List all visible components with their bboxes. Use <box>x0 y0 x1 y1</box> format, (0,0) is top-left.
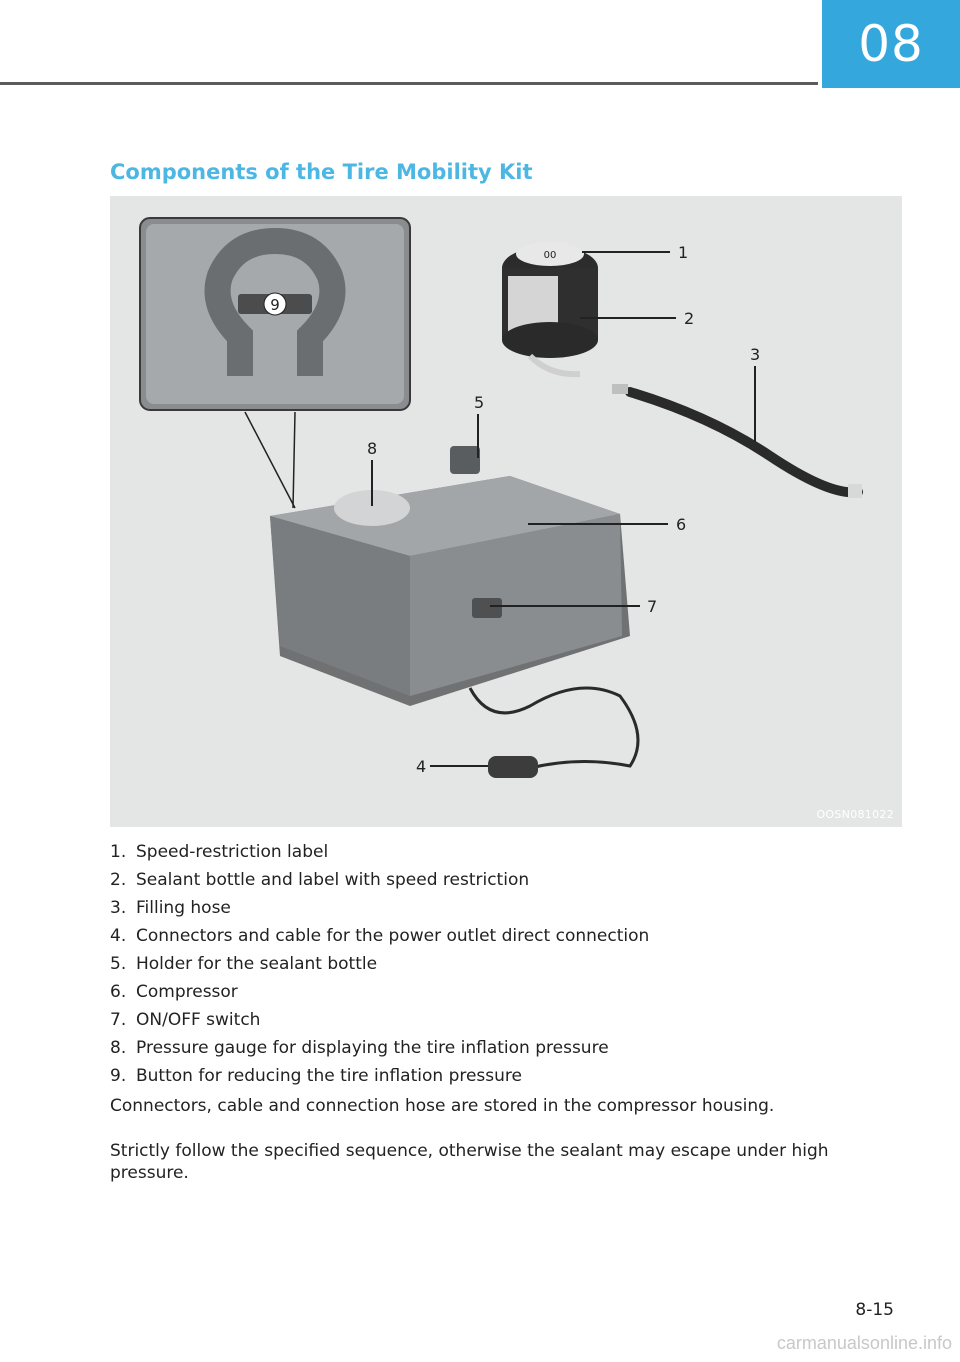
hose-connector <box>848 484 862 498</box>
legend-item <box>110 1034 910 1062</box>
kit-illustration <box>110 196 902 827</box>
legend-item <box>110 950 910 978</box>
legend-text: Holder for the sealant bottle <box>136 954 378 974</box>
legend-item <box>110 922 910 950</box>
legend-text: Speed-restriction label <box>136 842 329 862</box>
bottle-nozzle <box>530 356 580 374</box>
legend-number: 1. <box>110 842 127 862</box>
callout-6: 6 <box>676 515 687 534</box>
component-legend <box>110 838 910 1090</box>
callout-9: 9 <box>270 296 280 314</box>
power-cable <box>470 688 638 768</box>
legend-item <box>110 838 910 866</box>
legend-number: 8. <box>110 1038 127 1058</box>
legend-item <box>110 1062 910 1090</box>
legend-item <box>110 978 910 1006</box>
legend-number: 9. <box>110 1066 127 1086</box>
tire-mobility-kit-figure <box>110 196 902 827</box>
chapter-tab: 08 <box>822 0 960 88</box>
site-watermark: carmanualsonline.info <box>776 1333 952 1353</box>
header-rule <box>0 82 818 85</box>
page-number: 8-15 <box>855 1300 894 1320</box>
callout-2: 2 <box>684 309 695 328</box>
bottle-holder <box>450 446 480 474</box>
callout-4: 4 <box>416 757 427 776</box>
legend-text: Sealant bottle and label with speed restriction <box>136 870 530 890</box>
legend-number: 2. <box>110 870 127 890</box>
legend-item <box>110 1006 910 1034</box>
on-off-switch <box>472 598 502 618</box>
legend-item <box>110 894 910 922</box>
legend-text: ON/OFF switch <box>136 1010 261 1030</box>
callout-1: 1 <box>678 243 689 262</box>
legend-number: 6. <box>110 982 127 1002</box>
bottle-bottom <box>502 322 598 358</box>
legend-number: 4. <box>110 926 127 946</box>
legend-number: 7. <box>110 1010 127 1030</box>
storage-note: Connectors, cable and connection hose are stored in the compressor housing. <box>110 1096 775 1116</box>
legend-number: 3. <box>110 898 127 918</box>
inset-leader-right <box>293 412 295 508</box>
callout-7: 7 <box>647 597 658 616</box>
hose-end-fitting <box>612 384 628 394</box>
legend-text: Compressor <box>136 982 238 1002</box>
legend-text: Connectors and cable for the power outlet direct connection <box>136 926 650 946</box>
filling-hose <box>630 392 858 492</box>
sequence-warning: Strictly follow the specified sequence, otherwise the sealant may escape under high pressure. <box>110 1141 829 1183</box>
legend-number: 5. <box>110 954 127 974</box>
legend-item <box>110 866 910 894</box>
callout-5: 5 <box>474 393 485 412</box>
legend-text: Filling hose <box>136 898 231 918</box>
section-title: Components of the Tire Mobility Kit <box>110 160 533 184</box>
legend-text: Pressure gauge for displaying the tire inflation pressure <box>136 1038 609 1058</box>
figure-code: OOSN081022 <box>816 808 894 821</box>
speed-label-text: 00 <box>543 250 557 261</box>
legend-text: Button for reducing the tire inflation pressure <box>136 1066 522 1086</box>
power-plug <box>488 756 538 778</box>
inset-leader-left <box>245 412 295 508</box>
callout-8: 8 <box>367 439 378 458</box>
callout-3: 3 <box>750 345 761 364</box>
